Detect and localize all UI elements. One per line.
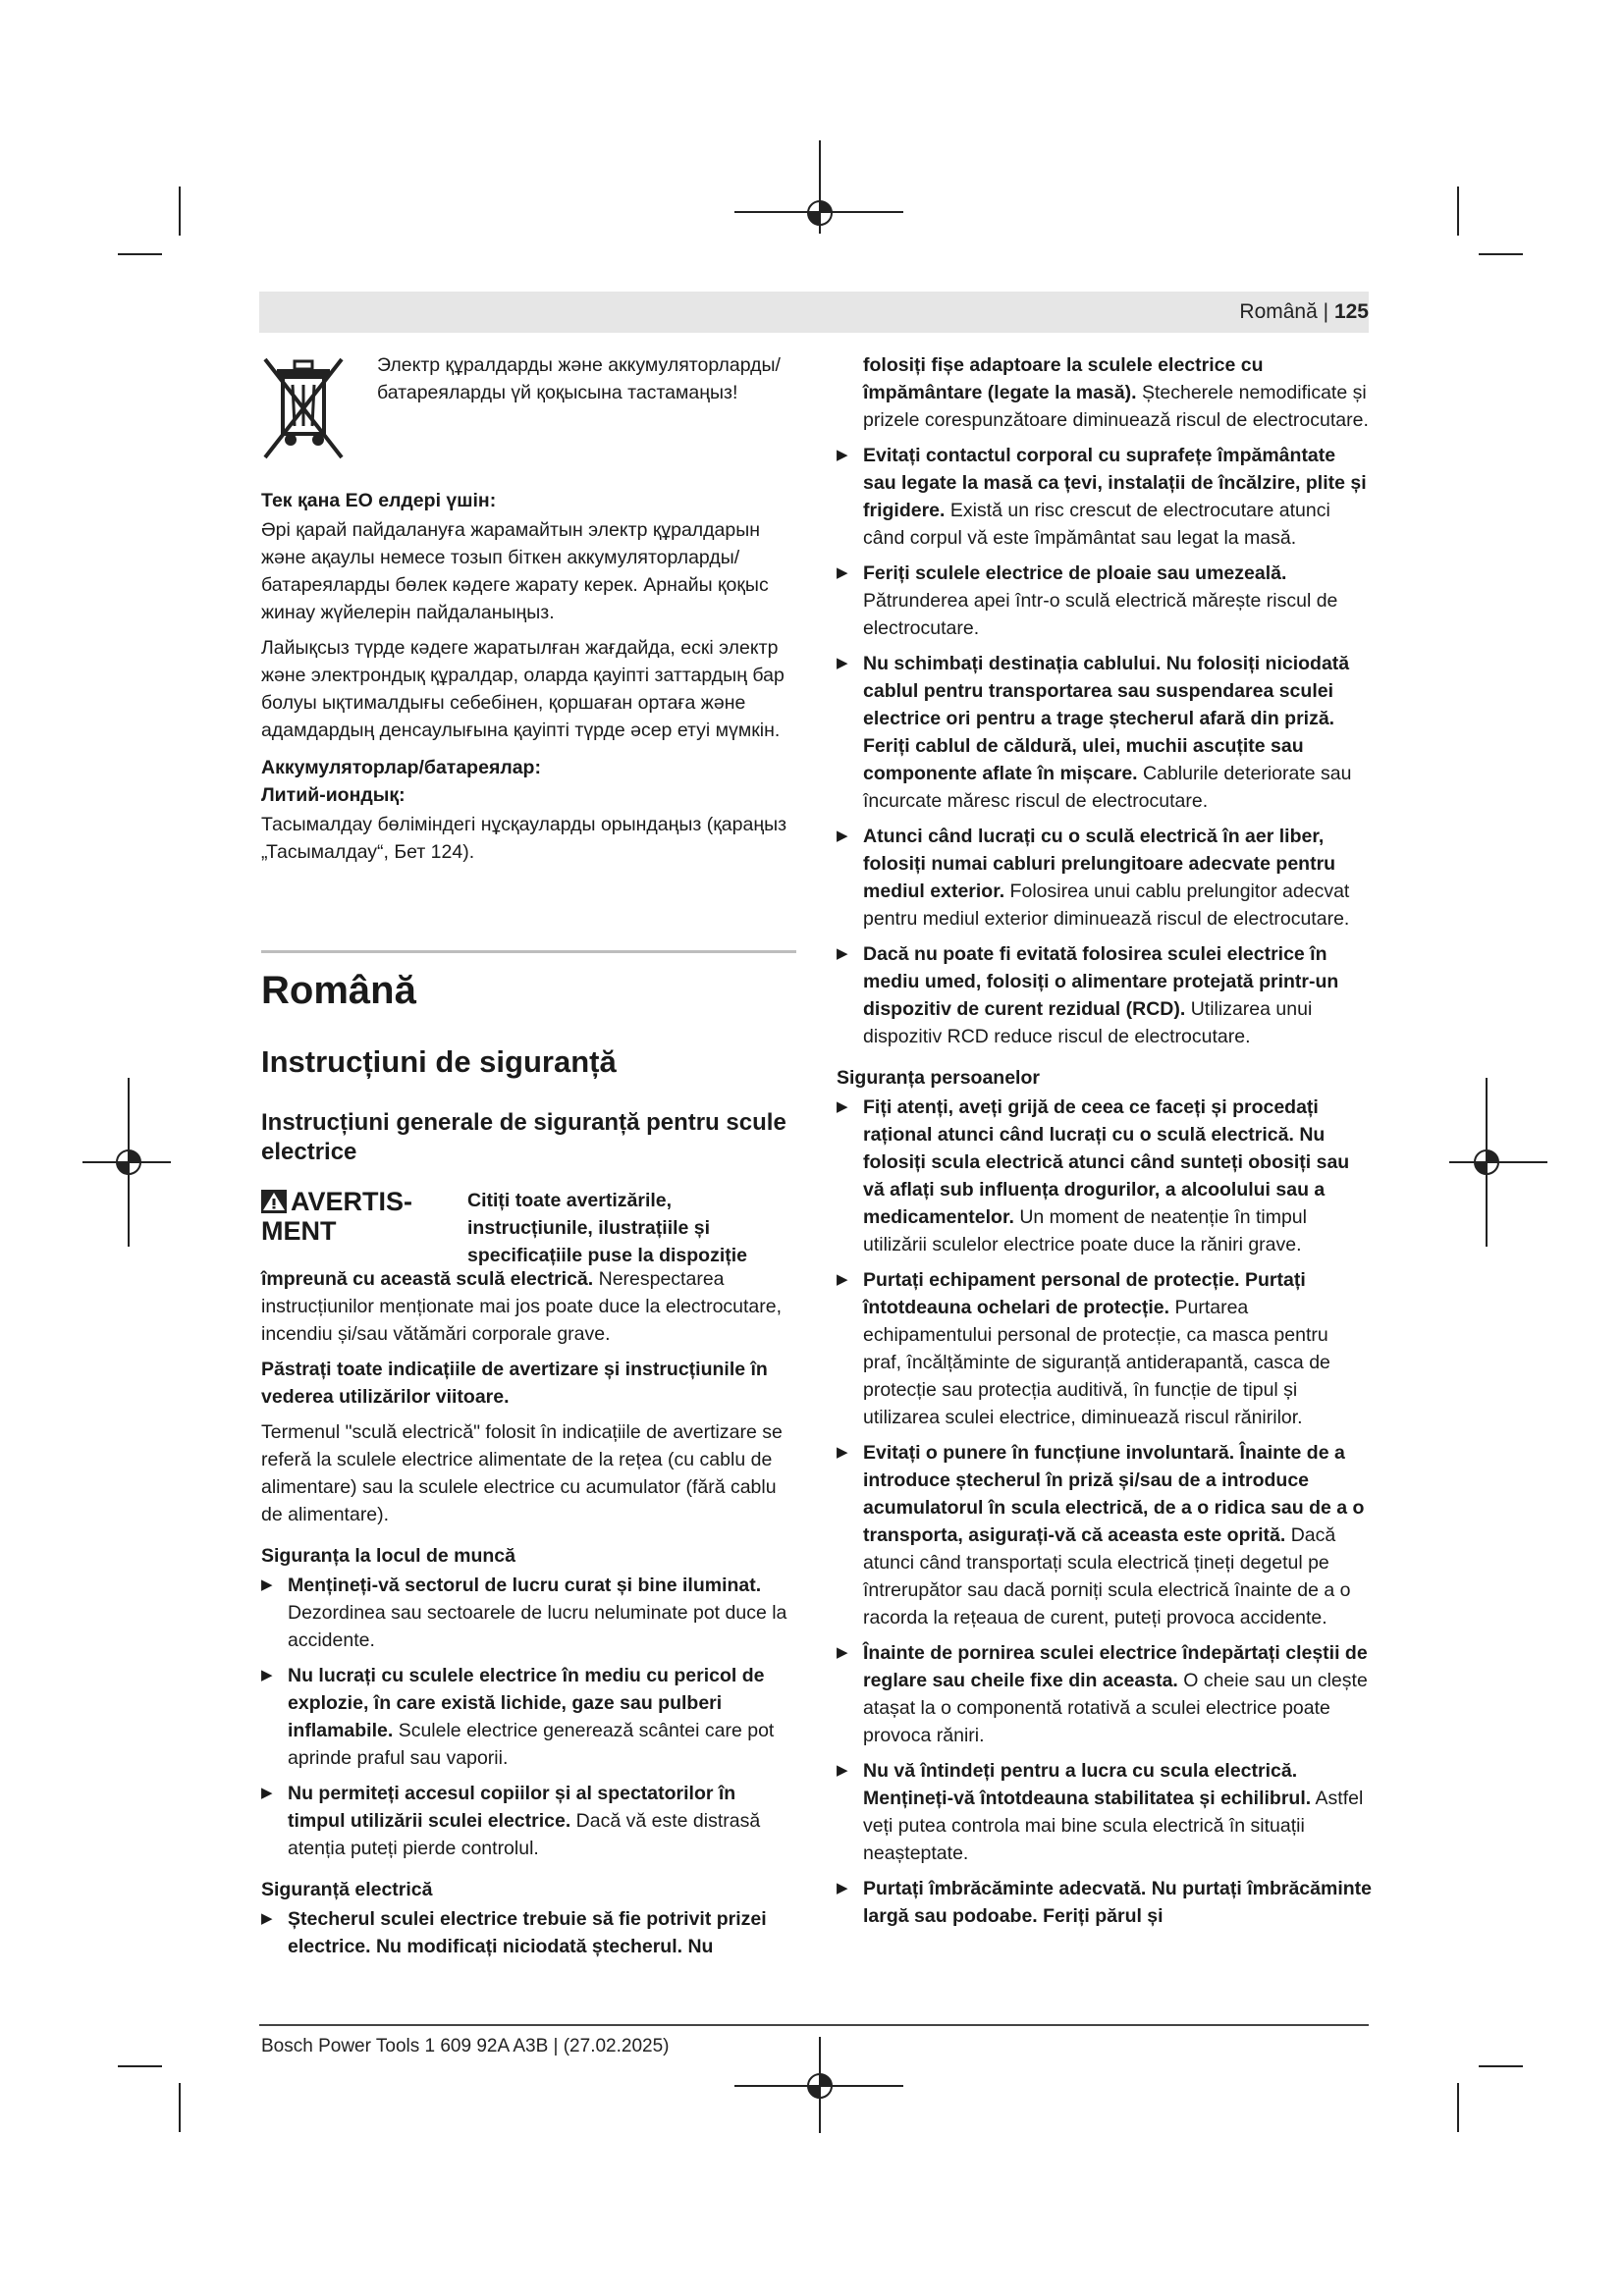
list-item [261,1662,796,1772]
language-title: Română [261,969,416,1012]
bullet-icon: ▶ [837,1762,848,1779]
bullet-bold: Evitați o punere în funcțiune involuntară. Înainte de a introduce ștecherul în priză și/sau de a introduce acumulatorul în scula electrică, de a o ridica sau de a o transporta, asigurați-vă că aceasta este oprită. [863,1442,1365,1546]
bullet-icon: ▶ [837,564,848,581]
li-ion-text: Тасымалдау бөліміндегі нұсқауларды орындаңыз (қараңыз „Тасымалдау“, Бет 124). [261,814,787,863]
bullet-text: Utilizarea unui dispozitiv RCD reduce riscul de electrocutare. [863,998,1313,1047]
right-column [837,351,1372,1938]
bullet-bold: Ștecherul sculei electrice trebuie să fie potrivit prizei electrice. Nu modificați niciodată ștecherul. Nu [288,1908,767,1957]
header-band [259,292,1369,333]
bullet-bold: Mențineți-vă sectorul de lucru curat și bine iluminat. [288,1575,762,1596]
registration-mark-icon [1468,1144,1505,1181]
list-item [261,1780,796,1862]
bullet-text: Există un risc crescut de electrocutare atunci când corpul vă este împământat sau legat la masă. [863,500,1330,549]
bullet-text: Cablurile deteriorate sau încurcate măresc riscul de electrocutare. [863,763,1352,812]
bullet-text: Folosirea unui cablu prelungitor adecvat pentru mediul exterior diminuează riscul de electrocutare. [863,881,1350,930]
crop-mark [1457,187,1459,236]
crop-mark [179,187,181,236]
bullet-bold: Dacă nu poate fi evitată folosirea sculei electrice în mediu umed, folosiți o alimentare protejată printr-un dispozitiv de curent rezidual (RCD). [863,943,1339,1020]
bullet-icon: ▶ [261,1910,273,1927]
bullet-bold: Atunci când lucrați cu o sculă electrică în aer liber, folosiți numai cabluri prelungitoare adecvate pentru mediul exterior. [863,826,1336,902]
bullet-icon: ▶ [837,1271,848,1288]
bullet-bold: folosiți fișe adaptoare la sculele electrice cu împământare (legate la masă). [863,354,1264,403]
bullet-icon: ▶ [837,447,848,463]
header-language: Română [1239,300,1318,323]
list-item [837,1439,1372,1631]
warning-label-line1: AVERTIS- [291,1187,413,1216]
page-number: 125 [1333,300,1369,323]
warning-cont-text: Nerespectarea instrucțiunilor menționate mai jos poate duce la electrocutare, incendiu și/sau vătămări corporale grave. [261,1268,783,1345]
crop-mark [1457,2083,1459,2132]
crop-mark [1479,2065,1523,2067]
list-item [837,940,1372,1050]
bullet-bold: Fiți atenți, aveți grijă de ceea ce faceți și procedați rațional atunci când lucrați cu o sculă electrică. Nu folosiți scula electrică atunci când sunteți obosiți sau vă aflați sub influența drogurilor, a alcoolului sau a medicamentelor. [863,1096,1350,1228]
bullet-text: Un moment de neatenție în timpul utilizării sculelor electrice poate duce la răniri grave. [863,1206,1307,1255]
list-item [837,650,1372,815]
disposal-text: Электр құралдарды және аккумуляторларды/батареяларды үй қоқысына тастамаңыз! [377,354,781,403]
bullet-bold: Nu vă întindeți pentru a lucra cu scula electrică. Mențineți-vă întotdeauna stabilitatea și echilibrul. [863,1760,1312,1809]
bullet-bold: Nu schimbați destinația cablului. Nu folosiți niciodată cablul pentru transportarea sau suspendarea sculei electrice ori pentru a trage ștecherul afară din priză. Feriți cablul de căldură, ulei, muchii ascuțite sau componente aflate în mișcare. [863,653,1350,784]
list-item [837,1266,1372,1431]
safety-title: Instrucțiuni de siguranță [261,1044,617,1079]
bullet-icon: ▶ [837,828,848,844]
crop-mark [1479,253,1523,255]
bullet-icon: ▶ [261,1667,273,1683]
section-divider [261,950,796,953]
registration-mark-icon [110,1144,147,1181]
footer-text: Bosch Power Tools 1 609 92A A3B | (27.02.2025) [261,2036,670,2056]
bullet-text: Pătrunderea apei într-o sculă electrică mărește riscul de electrocutare. [863,590,1338,639]
bullet-bold: Feriți sculele electrice de ploaie sau umezeală. [863,562,1287,584]
bullet-text: Ștecherele nemodificate și prizele corespunzătoare diminuează riscul de electrocutare. [863,382,1369,431]
crop-mark [118,253,162,255]
list-item [837,560,1372,642]
keep-instructions: Păstrați toate indicațiile de avertizare și instrucțiunile în vederea utilizărilor viitoare. [261,1359,768,1408]
bullet-icon: ▶ [261,1576,273,1593]
list-item [837,1639,1372,1749]
bullet-icon: ▶ [837,1098,848,1115]
general-title: Instrucțiuni generale de siguranță pentru scule electrice [261,1109,786,1165]
electric-heading: Siguranță electrică [261,1879,433,1900]
workplace-heading: Siguranța la locul de muncă [261,1545,515,1567]
crop-mark [179,2083,181,2132]
registration-mark-icon [801,2067,839,2105]
bullet-text: Dacă atunci când transportați scula electrică țineți degetul pe întrerupător sau dacă porniți scula electrică înainte de a o racorda la rețeaua de curent, puteți provoca accidente. [863,1524,1351,1629]
battery-heading: Аккумуляторлар/батареялар: [261,757,541,778]
bullet-text: Astfel veți putea controla mai bine scula electrică în situații neașteptate. [863,1788,1364,1864]
bullet-text: Dezordinea sau sectoarele de lucru neluminate pot duce la accidente. [288,1602,787,1651]
bullet-icon: ▶ [837,1444,848,1461]
bullet-text: O cheie sau un clește atașat la o componentă rotativă a sculei electrice poate provoca răniri. [863,1670,1368,1746]
footer-rule [259,2024,1369,2026]
list-item [837,823,1372,933]
bullet-icon: ▶ [261,1785,273,1801]
bullet-icon: ▶ [837,1644,848,1661]
eu-paragraph: Лайықсыз түрде кәдеге жаратылған жағдайда, ескі электр және электрондық құралдар, оларда қауіпті заттардың бар болуы ықтималдығы себебінен, қоршаған ортаға және адамдардың денсаулығына қауіпті түрде әсер етуі мүмкін. [261,637,785,741]
bullet-bold: Nu permiteți accesul copiilor și al spectatorilor în timpul utilizării sculei electrice. [288,1783,736,1832]
bullet-icon: ▶ [837,655,848,671]
list-item [837,1757,1372,1867]
bullet-bold: Purtați îmbrăcăminte adecvată. Nu purtați îmbrăcăminte largă sau podoabe. Feriți părul și [863,1878,1372,1927]
warning-intro: Citiți toate avertizările, instrucțiunile, ilustrațiile și specificațiile puse la dispoziție [467,1190,748,1266]
li-ion-heading: Литий-иондық: [261,784,406,806]
crop-mark [118,2065,162,2067]
crossed-out-bin-icon [261,355,346,461]
term-definition: Termenul "sculă electrică" folosit în indicațiile de avertizare se referă la sculele electrice alimentate de la rețea (cu cablu de alimentare) sau la sculele electrice cu acumulator (fără cablu de alimentare). [261,1421,783,1525]
bullet-text: Sculele electrice generează scântei care pot aprinde praful sau vaporii. [288,1720,775,1769]
disposal-block [261,351,796,467]
list-item [837,1875,1372,1930]
warning-cont-bold: împreună cu această sculă electrică. [261,1268,594,1290]
list-item [261,1905,796,1960]
list-item [261,1572,796,1654]
header-separator: | [1323,300,1329,323]
bullet-text: Dacă vă este distrasă atenția puteți pierde controlul. [288,1810,761,1859]
registration-mark-icon [801,194,839,232]
page-header [1239,300,1369,324]
list-item [837,442,1372,552]
eu-heading: Тек қана ЕО елдері үшін: [261,490,497,511]
personal-heading: Siguranța persoanelor [837,1067,1040,1089]
bullet-bold: Înainte de pornirea sculei electrice îndepărtați cleștii de reglare sau cheile fixe din aceasta. [863,1642,1368,1691]
bullet-icon: ▶ [837,945,848,962]
warning-label [261,1187,412,1246]
bullet-bold: Purtați echipament personal de protecție. Purtați întotdeauna ochelari de protecție. [863,1269,1306,1318]
left-column [261,351,796,1968]
bullet-bold: Evitați contactul corporal cu suprafețe împământate sau legate la masă ca țevi, instalații de încălzire, plite și frigidere. [863,445,1367,521]
warning-label-line2: MENT [261,1216,337,1246]
list-item [837,1094,1372,1258]
bullet-icon: ▶ [837,1880,848,1896]
warning-triangle-icon [261,1190,287,1213]
bullet-bold: Nu lucrați cu sculele electrice în mediu cu pericol de explozie, în care există lichide, gaze sau pulberi inflamabile. [288,1665,765,1741]
list-item-continued [837,351,1372,434]
bullet-text: Purtarea echipamentului personal de protecție, ca masca pentru praf, încălțăminte de siguranță antiderapantă, casca de protecție sau protecția auditivă, în funcție de tipul și utilizarea sculei electrice, diminuează riscul rănirilor. [863,1297,1330,1428]
eu-paragraph: Әрі қарай пайдалануға жарамайтын электр құралдарын және ақаулы немесе тозып біткен аккумуляторларды/батареяларды бөлек кәдеге жарату керек. Арнайы қоқыс жинау жүйелерін пайдаланыңыз. [261,519,769,623]
warning-block [261,1187,796,1265]
warning-continuation [261,1265,796,1348]
